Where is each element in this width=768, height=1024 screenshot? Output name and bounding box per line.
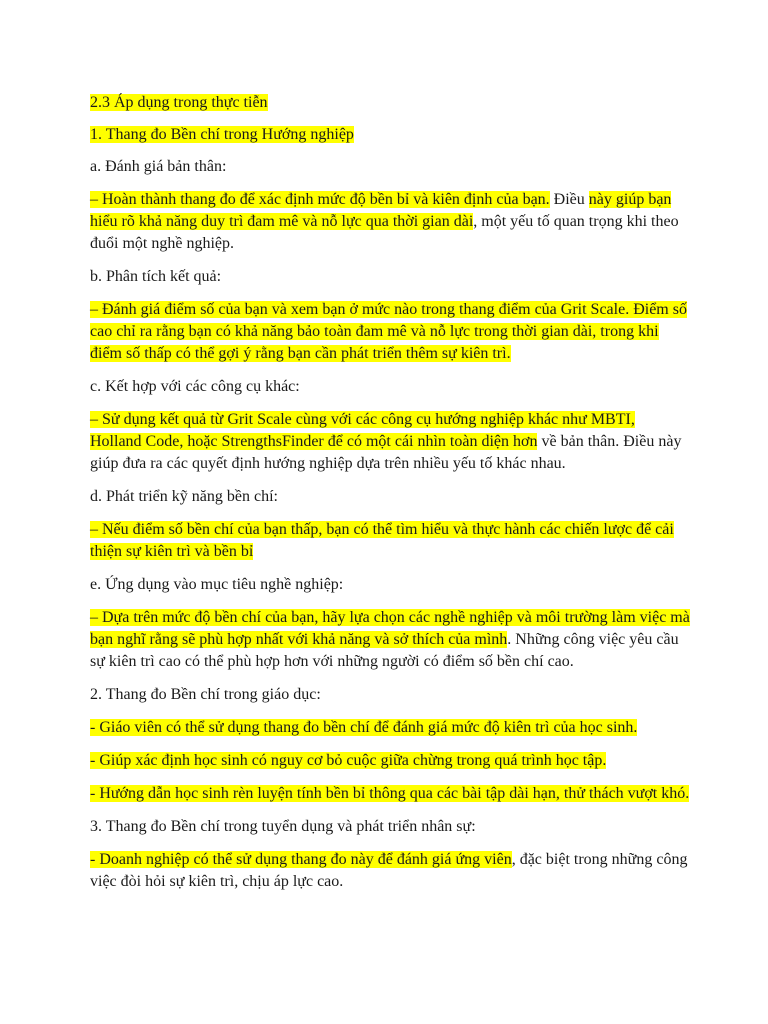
part1-title (90, 124, 690, 146)
part3-item-1-plain: , đặc biệt trong những công việc đòi hỏi sự kiên trì, chịu áp lực cao. (90, 851, 688, 890)
b-text-highlighted: – Đánh giá điểm số của bạn và xem bạn ở mức nào trong thang điểm của Grit Scale. Điểm số cao chỉ ra rằng bạn có khả năng bảo toàn đam mê và nỗ lực trong thời gian dài, trong khi điểm số thấp có thể gợi ý rằng bạn cần phát triển thêm sự kiên trì. (90, 301, 687, 362)
part2-item-2-text: - Giúp xác định học sinh có nguy cơ bỏ cuộc giữa chừng trong quá trình học tập. (90, 752, 607, 769)
part3-title: 3. Thang đo Bền chí trong tuyển dụng và phát triển nhân sự: (90, 818, 476, 835)
part2-item-2 (90, 750, 690, 772)
part2-title: 2. Thang đo Bền chí trong giáo dục: (90, 686, 321, 703)
part2-item-1 (90, 717, 690, 739)
e-paragraph (90, 607, 690, 673)
c-paragraph (90, 409, 690, 475)
d-paragraph (90, 519, 690, 563)
c-text-plain: về bản thân. Điều này giúp đưa ra các quyết định hướng nghiệp dựa trên nhiều yếu tố khác nhau. (90, 433, 682, 472)
part2-item-3-text: - Hướng dẫn học sinh rèn luyện tính bền bỉ thông qua các bài tập dài hạn, thử thách vượt khó. (90, 785, 690, 802)
section-title (90, 92, 690, 114)
d-text-highlighted: – Nếu điểm số bền chí của bạn thấp, bạn có thể tìm hiểu và thực hành các chiến lược để cải thiện sự kiên trì và bền bỉ (90, 521, 674, 560)
c-text-highlighted: – Sử dụng kết quả từ Grit Scale cùng với các công cụ hướng nghiệp khác như MBTI, Holland Code, hoặc StrengthsFinder để có một cái nhìn toàn diện hơn (90, 411, 635, 450)
a-paragraph (90, 189, 690, 255)
part3-item-1 (90, 849, 690, 893)
e-label: e. Ứng dụng vào mục tiêu nghề nghiệp: (90, 576, 344, 593)
section-title-text: 2.3 Áp dụng trong thực tiễn (90, 94, 268, 111)
a-label: a. Đánh giá bản thân: (90, 158, 227, 175)
b-paragraph (90, 299, 690, 365)
part1-title-text: 1. Thang đo Bền chí trong Hướng nghiệp (90, 126, 354, 143)
a-text-plain: , một yếu tố quan trọng khi theo đuổi một nghề nghiệp. (90, 213, 679, 252)
part3-item-1-highlighted: - Doanh nghiệp có thể sử dụng thang đo này để đánh giá ứng viên (90, 851, 512, 868)
a-text-highlighted-2: này giúp bạn hiểu rõ khả năng duy trì đam mê và nỗ lực qua thời gian dài (90, 191, 672, 230)
e-text-highlighted: – Dựa trên mức độ bền chí của bạn, hãy lựa chọn các nghề nghiệp và môi trường làm việc mà bạn nghĩ rằng sẽ phù hợp nhất với khả năng và sở thích của mình (90, 609, 690, 648)
e-text-plain: . Những công việc yêu cầu sự kiên trì cao có thể phù hợp hơn với những người có điểm số bền chí cao. (90, 631, 679, 670)
document-page (90, 92, 690, 904)
a-text-highlighted: – Hoàn thành thang đo để xác định mức độ bền bỉ và kiên định của bạn. (90, 191, 550, 208)
c-label: c. Kết hợp với các công cụ khác: (90, 378, 300, 395)
a-text-mid: Điều (549, 191, 589, 208)
part2-item-3 (90, 783, 690, 805)
b-label: b. Phân tích kết quả: (90, 268, 222, 285)
part2-item-1-text: - Giáo viên có thể sử dụng thang đo bền chí để đánh giá mức độ kiên trì của học sinh. (90, 719, 638, 736)
d-label: d. Phát triển kỹ năng bền chí: (90, 488, 278, 505)
